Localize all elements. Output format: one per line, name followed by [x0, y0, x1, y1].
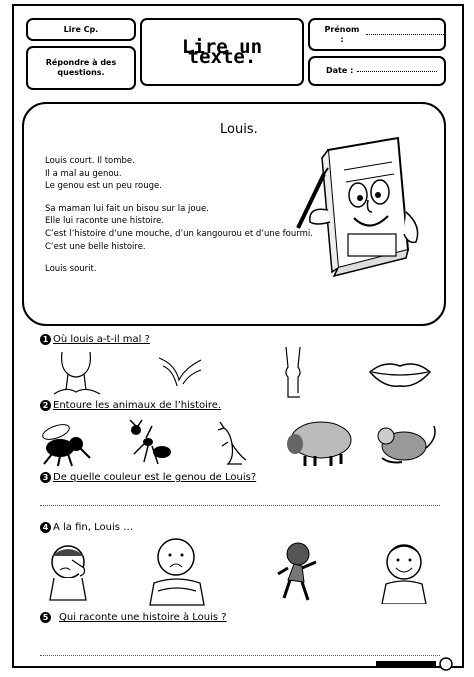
- story-title: Louis.: [220, 122, 258, 137]
- elbow-icon[interactable]: [155, 350, 205, 390]
- question-number: 2: [40, 400, 51, 411]
- knee-leg-icon[interactable]: [278, 345, 308, 400]
- question-2: [40, 400, 221, 411]
- running-boy-icon[interactable]: [276, 540, 326, 606]
- mouse-icon[interactable]: [374, 418, 440, 466]
- ant-icon[interactable]: [126, 418, 176, 468]
- date-label: Date :: [326, 66, 354, 75]
- date-box: [308, 56, 446, 86]
- book-mascot-icon: [288, 130, 428, 280]
- question-text: De quelle couleur est le genou de Louis?: [53, 472, 257, 483]
- mouth-icon[interactable]: [368, 358, 432, 388]
- answer-line[interactable]: [40, 655, 440, 656]
- publisher-logo-icon: [376, 657, 456, 671]
- story-line: Elle lui raconte une histoire.: [45, 216, 165, 227]
- story-line: Louis court. Il tombe.: [45, 156, 135, 166]
- story-line: C’est une belle histoire.: [45, 241, 146, 252]
- question-1: [40, 334, 150, 345]
- story-line: Il a mal au genou.: [45, 168, 122, 179]
- sheep-icon[interactable]: [283, 416, 355, 468]
- prenom-field[interactable]: [366, 34, 444, 35]
- question-number: 3: [40, 472, 51, 483]
- question-number: 5: [40, 612, 51, 623]
- question-text: Entoure les animaux de l’histoire.: [53, 400, 222, 411]
- level-box: [26, 18, 136, 41]
- page-title: Lire un texte.: [181, 36, 263, 68]
- answer-line[interactable]: [40, 505, 440, 506]
- question-text: Où louis a-t-il mal ?: [53, 334, 150, 345]
- title-box: [140, 18, 304, 86]
- skill-box: [26, 46, 136, 90]
- level-label: Lire Cp.: [63, 24, 99, 34]
- smiling-boy-icon[interactable]: [376, 540, 432, 604]
- question-5: [40, 612, 227, 623]
- date-field[interactable]: [357, 71, 437, 72]
- question-number: 4: [40, 522, 51, 533]
- sad-boy-icon[interactable]: [142, 535, 212, 607]
- neck-icon[interactable]: [52, 350, 102, 395]
- prenom-box: [308, 18, 446, 51]
- prenom-label: Prénom :: [324, 24, 360, 44]
- fly-icon[interactable]: [38, 418, 100, 468]
- story-box: [22, 102, 446, 326]
- question-text: A la fin, Louis …: [53, 522, 134, 533]
- question-3: [40, 472, 256, 483]
- story-line: C’est l’histoire d’une mouche, d’un kangourou et d’une fourmi.: [45, 228, 313, 239]
- story-text: [45, 155, 313, 276]
- kangaroo-icon[interactable]: [212, 418, 248, 468]
- story-line: Sa maman lui fait un bisou sur la joue.: [45, 203, 209, 214]
- crying-boy-icon[interactable]: [42, 540, 98, 602]
- question-number: 1: [40, 334, 51, 345]
- story-line: Le genou est un peu rouge.: [45, 181, 162, 192]
- story-line: Louis sourit.: [45, 264, 97, 275]
- question-4: [40, 522, 133, 533]
- skill-label: Répondre à des questions.: [45, 58, 117, 77]
- question-text: Qui raconte une histoire à Louis ?: [59, 612, 227, 623]
